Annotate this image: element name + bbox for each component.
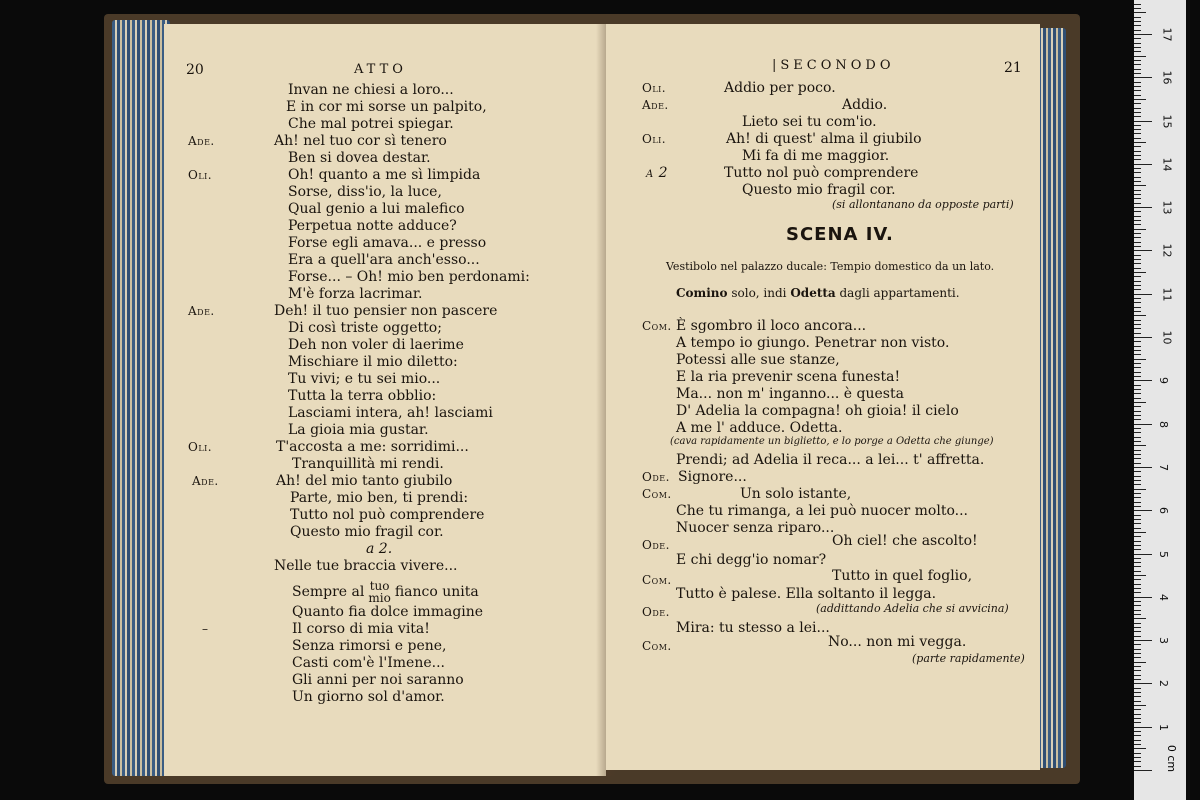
ruler-tick — [1134, 324, 1141, 325]
ruler-tick — [1134, 233, 1141, 234]
ruler-number: 4 — [1157, 593, 1170, 601]
ruler-number: 13 — [1160, 200, 1174, 215]
speaker-label: Oli. — [188, 440, 213, 454]
ruler-tick — [1134, 138, 1141, 139]
ruler-tick — [1134, 8, 1141, 9]
page-number-left: 20 — [186, 62, 204, 78]
ruler-tick — [1134, 688, 1141, 689]
verse-line: Deh! il tuo pensier non pascere — [274, 303, 498, 319]
ruler-tick — [1134, 47, 1141, 48]
ruler-tick — [1134, 705, 1146, 706]
verse-line: M'è forza lacrimar. — [288, 286, 423, 302]
ruler-tick — [1134, 731, 1141, 732]
ruler-tick — [1134, 709, 1141, 710]
ruler-tick — [1134, 263, 1141, 264]
verse-line: Oh! quanto a me sì limpida — [288, 167, 481, 183]
ruler-number: 1 — [1157, 723, 1170, 731]
ruler-tick — [1134, 536, 1141, 537]
ruler-tick — [1134, 445, 1146, 446]
ruler-tick — [1134, 584, 1141, 585]
speaker-label: Ode. — [642, 605, 670, 619]
verse-line: Che tu rimanga, a lei può nuocer molto... — [676, 503, 968, 519]
ruler-tick — [1134, 592, 1141, 593]
ruler-tick — [1134, 748, 1146, 749]
ruler-tick — [1134, 601, 1141, 602]
ruler-tick — [1134, 463, 1141, 464]
ruler-tick — [1134, 679, 1141, 680]
ruler-tick — [1134, 683, 1152, 684]
verse-line: Invan ne chiesi a loro... — [288, 82, 454, 98]
ruler-tick — [1134, 43, 1141, 44]
ruler-number: 7 — [1157, 463, 1170, 471]
ruler-tick — [1134, 103, 1141, 104]
ruler-tick — [1134, 276, 1141, 277]
verse-line: E in cor mi sorse un palpito, — [286, 99, 487, 115]
stacked-top: tuo — [369, 579, 390, 593]
verse-line: Forse egli amava... e presso — [288, 235, 487, 251]
verse-line: Ah! nel tuo cor sì tenero — [274, 133, 447, 149]
ruler-tick — [1134, 480, 1141, 481]
ruler-tick — [1134, 398, 1141, 399]
ruler-tick — [1134, 545, 1141, 546]
stage-direction: (cava rapidamente un biglietto, e lo porge a Odetta che giunge) — [670, 436, 994, 447]
ruler-tick — [1134, 406, 1141, 407]
ruler-tick — [1134, 757, 1141, 758]
ruler-tick — [1134, 649, 1141, 650]
ruler-tick — [1134, 4, 1141, 5]
ruler-tick — [1134, 372, 1141, 373]
ruler-tick — [1134, 151, 1141, 152]
verse-line: Nelle tue braccia vivere... — [274, 558, 458, 574]
verse-line: Gli anni per noi saranno — [292, 672, 464, 688]
verse-line: Potessi alle sue stanze, — [676, 352, 840, 368]
ruler-tick — [1134, 90, 1141, 91]
verse-line: T'accosta a me: sorridimi... — [276, 439, 469, 455]
ruler-tick — [1134, 636, 1141, 637]
ruler-tick — [1134, 653, 1141, 654]
ruler-tick — [1134, 56, 1146, 57]
ruler-tick — [1134, 497, 1141, 498]
verse-line: Casti com'è l'Imene... — [292, 655, 445, 671]
speaker-label: Com. — [642, 319, 672, 333]
ruler-tick — [1134, 133, 1141, 134]
ruler-tick — [1134, 519, 1141, 520]
ruler-tick — [1134, 610, 1141, 611]
left-page — [164, 24, 606, 776]
ruler-tick — [1134, 761, 1141, 762]
ruler-tick — [1134, 454, 1141, 455]
verse-line: È sgombro il loco ancora... — [676, 318, 867, 334]
ruler-tick — [1134, 207, 1152, 208]
ruler-tick — [1134, 320, 1141, 321]
verse-line: A me l' adduce. Odetta. — [676, 420, 843, 436]
speaker-label: Ade. — [188, 134, 215, 148]
ruler-tick — [1134, 631, 1141, 632]
verse-line: Qual genio a lui malefico — [288, 201, 465, 217]
ruler-tick — [1134, 30, 1141, 31]
ruler-tick — [1134, 25, 1141, 26]
ruler-tick — [1134, 753, 1141, 754]
verse-line: Prendi; ad Adelia il reca... a lei... t' affretta. — [676, 452, 985, 468]
ruler-tick — [1134, 350, 1141, 351]
ruler-tick — [1134, 744, 1141, 745]
ruler-tick — [1134, 69, 1141, 70]
verse-line: Mira: tu stesso a lei... — [676, 620, 830, 636]
verse-line: Era a quell'ara anch'esso... — [288, 252, 480, 268]
verse-line-stacked — [292, 580, 479, 604]
ruler-tick — [1134, 194, 1141, 195]
verse-line: Un giorno sol d'amor. — [292, 689, 445, 705]
ruler-tick — [1134, 246, 1141, 247]
ruler-tick — [1134, 359, 1146, 360]
ruler-tick — [1134, 644, 1141, 645]
ruler-tick — [1134, 363, 1141, 364]
ruler-tick — [1134, 298, 1141, 299]
ruler-tick — [1134, 259, 1141, 260]
ruler-tick — [1134, 510, 1152, 511]
ruler-tick — [1134, 735, 1141, 736]
ruler-tick — [1134, 618, 1146, 619]
ruler-tick — [1134, 402, 1146, 403]
ruler-tick — [1134, 177, 1141, 178]
speaker-label: Ade. — [188, 304, 215, 318]
ruler-tick — [1134, 614, 1141, 615]
ruler-tick — [1134, 766, 1141, 767]
ruler-tick — [1134, 250, 1152, 251]
running-header-left: ATTO — [354, 62, 407, 77]
ruler-tick — [1134, 489, 1146, 490]
ruler-number: 3 — [1157, 637, 1170, 645]
ruler-number: 9 — [1157, 377, 1170, 385]
ruler-tick — [1134, 198, 1141, 199]
stage-direction: (si allontanano da opposte parti) — [832, 198, 1014, 211]
ruler-tick — [1134, 437, 1141, 438]
scene-title: SCENA IV. — [786, 224, 894, 245]
ruler-tick — [1134, 95, 1141, 96]
speaker-label: Oli. — [642, 81, 667, 95]
ruler-tick — [1134, 142, 1146, 143]
ruler-tick — [1134, 285, 1141, 286]
verse-line: Tutto in quel foglio, — [832, 568, 973, 584]
ruler-tick — [1134, 220, 1141, 221]
ruler-tick — [1134, 484, 1141, 485]
ruler-tick — [1134, 428, 1141, 429]
ruler-tick — [1134, 579, 1141, 580]
ruler-tick — [1134, 571, 1141, 572]
ruler-tick — [1134, 354, 1141, 355]
verse-line: Mi fa di me maggior. — [742, 148, 890, 164]
ruler-tick — [1134, 623, 1141, 624]
ruler-tick — [1134, 441, 1141, 442]
verse-line: Perpetua notte adduce? — [288, 218, 457, 234]
scene-characters — [676, 286, 960, 300]
ruler-tick — [1134, 172, 1141, 173]
ruler-tick — [1134, 185, 1146, 186]
ruler-tick — [1134, 389, 1141, 390]
ruler-tick — [1134, 34, 1152, 35]
ruler-unit-label: 0 cm — [1165, 744, 1179, 773]
ruler-tick — [1134, 528, 1141, 529]
ruler-tick — [1134, 670, 1141, 671]
ruler-tick — [1134, 718, 1141, 719]
ruler-tick — [1134, 458, 1141, 459]
ruler-number: 17 — [1160, 27, 1174, 42]
marbled-edge-right — [1038, 28, 1066, 768]
ruler-tick — [1134, 73, 1141, 74]
verse-line: Tutto nol può comprendere — [724, 165, 919, 181]
ruler-tick — [1134, 575, 1146, 576]
ruler-tick — [1134, 554, 1152, 555]
verse-line: Un solo istante, — [740, 486, 852, 502]
ruler-tick — [1134, 701, 1141, 702]
ruler-tick — [1134, 190, 1141, 191]
ruler-tick — [1134, 328, 1141, 329]
ruler-tick — [1134, 562, 1141, 563]
ruler-tick — [1134, 129, 1141, 130]
ruler-number: 15 — [1160, 114, 1174, 128]
page-number-right: 21 — [1004, 60, 1022, 76]
ruler-tick — [1134, 722, 1141, 723]
ruler-tick — [1134, 662, 1146, 663]
ruler-tick — [1134, 229, 1146, 230]
ruler-tick — [1134, 21, 1141, 22]
ruler-tick — [1134, 367, 1141, 368]
ruler-tick — [1134, 281, 1141, 282]
speaker-label: Ade. — [192, 474, 219, 488]
ruler-number: 6 — [1157, 507, 1170, 515]
ruler-tick — [1134, 506, 1141, 507]
speaker-label: Com. — [642, 639, 672, 653]
characters-text: dagli appartamenti. — [835, 286, 960, 300]
verse-line: Il corso di mia vita! — [292, 621, 430, 637]
ruler-tick — [1134, 112, 1141, 113]
ruler-tick — [1134, 696, 1141, 697]
verse-line: Mischiare il mio diletto: — [288, 354, 458, 370]
ruler-tick — [1134, 333, 1141, 334]
ruler-tick — [1134, 380, 1152, 381]
ruler-tick — [1134, 727, 1152, 728]
stage-direction: (addittando Adelia che si avvicina) — [816, 602, 1009, 615]
character-name: Comino — [676, 286, 728, 300]
ruler-tick — [1134, 415, 1141, 416]
ruler-tick — [1134, 588, 1141, 589]
ruler-tick — [1134, 597, 1152, 598]
ruler-tick — [1134, 216, 1141, 217]
verse-line: Senza rimorsi e pene, — [292, 638, 447, 654]
ruler-tick — [1134, 566, 1141, 567]
ruler-tick — [1134, 211, 1141, 212]
stacked-words — [368, 580, 390, 604]
ruler-tick — [1134, 541, 1141, 542]
ruler-tick — [1134, 181, 1141, 182]
ruler-number: 2 — [1157, 680, 1170, 688]
speaker-label: Ode. — [642, 538, 670, 552]
ruler-tick — [1134, 411, 1141, 412]
ruler-tick — [1134, 307, 1141, 308]
a-due-marker: a 2. — [366, 541, 393, 557]
stacked-after: fianco unita — [394, 584, 479, 600]
ruler-number: 8 — [1157, 420, 1170, 428]
ruler-tick — [1134, 168, 1141, 169]
characters-text: solo, indi — [727, 286, 791, 300]
ruler-tick — [1134, 224, 1141, 225]
ruler-tick — [1134, 302, 1141, 303]
ruler-number: 14 — [1160, 157, 1174, 172]
right-page — [606, 24, 1040, 770]
running-header-right: |SECONODO — [772, 58, 895, 73]
verse-line: Ma... non m' inganno... è questa — [676, 386, 904, 402]
speaker-label: Ade. — [642, 98, 669, 112]
ruler-tick — [1134, 467, 1152, 468]
ruler-tick — [1134, 64, 1141, 65]
ruler-tick — [1134, 203, 1141, 204]
ruler-tick — [1134, 125, 1141, 126]
stage-direction: (parte rapidamente) — [912, 652, 1025, 665]
ruler-tick — [1134, 692, 1141, 693]
character-name: Odetta — [790, 286, 836, 300]
verse-line: Quanto fia dolce immagine — [292, 604, 484, 620]
ruler-tick — [1134, 60, 1141, 61]
verse-line: Sorse, diss'io, la luce, — [288, 184, 442, 200]
ruler-tick — [1134, 666, 1141, 667]
ruler-number: 11 — [1160, 287, 1174, 302]
ruler-tick — [1134, 82, 1141, 83]
verse-line: Signore... — [678, 469, 747, 485]
ruler-tick — [1134, 146, 1141, 147]
verse-line: Addio. — [842, 97, 888, 113]
ruler-tick — [1134, 12, 1146, 13]
ruler-tick — [1134, 77, 1152, 78]
verse-line: Forse... – Oh! mio ben perdonami: — [288, 269, 530, 285]
ruler-tick — [1134, 108, 1141, 109]
ruler-tick — [1134, 376, 1141, 377]
ruler-tick — [1134, 255, 1141, 256]
verse-line: E chi degg'io nomar? — [676, 552, 827, 568]
speaker-label: Com. — [642, 573, 672, 587]
verse-line: La gioia mia gustar. — [288, 422, 429, 438]
ruler-number: 12 — [1160, 243, 1174, 258]
verse-line: Di così triste oggetto; — [288, 320, 442, 336]
ruler-tick — [1134, 493, 1141, 494]
verse-line: No... non mi vegga. — [828, 634, 967, 650]
ruler-tick — [1134, 346, 1141, 347]
ruler-number: 5 — [1157, 550, 1170, 558]
verse-line: Tutta la terra obblio: — [288, 388, 437, 404]
ruler-tick — [1134, 532, 1146, 533]
speaker-label: Oli. — [188, 168, 213, 182]
verse-line: Oh ciel! che ascolto! — [832, 533, 978, 549]
speaker-label: Oli. — [642, 132, 667, 146]
ruler-tick — [1134, 315, 1146, 316]
ruler-tick — [1134, 605, 1141, 606]
margin-dash: – — [202, 622, 209, 636]
ruler-tick — [1134, 740, 1141, 741]
verse-line: Tranquillità mi rendi. — [292, 456, 444, 472]
ruler-tick — [1134, 242, 1141, 243]
ruler-tick — [1134, 549, 1141, 550]
ruler-tick — [1134, 155, 1141, 156]
ruler-tick — [1134, 432, 1141, 433]
ruler-tick — [1134, 116, 1141, 117]
stacked-before: Sempre al — [292, 584, 365, 600]
stacked-bottom: mio — [368, 591, 391, 605]
verse-line: A tempo io giungo. Penetrar non visto. — [676, 335, 950, 351]
speaker-label: a 2 — [646, 165, 669, 181]
verse-line: Tutto è palese. Ella soltanto il legga. — [676, 586, 937, 602]
ruler-number: 16 — [1160, 70, 1174, 85]
ruler-tick — [1134, 558, 1141, 559]
ruler-tick — [1134, 341, 1141, 342]
ruler-tick — [1134, 393, 1141, 394]
verse-line: Ben si dovea destar. — [288, 150, 431, 166]
ruler-tick — [1134, 17, 1141, 18]
ruler-tick — [1134, 164, 1152, 165]
ruler-tick — [1134, 51, 1141, 52]
ruler-tick — [1134, 640, 1152, 641]
verse-line: D' Adelia la compagna! oh gioia! il cielo — [676, 403, 959, 419]
ruler-tick — [1134, 424, 1152, 425]
marbled-edge-left — [112, 20, 170, 776]
verse-line: Lasciami intera, ah! lasciami — [288, 405, 493, 421]
ruler-tick — [1134, 450, 1141, 451]
verse-line: Che mal potrei spiegar. — [288, 116, 454, 132]
ruler-tick — [1134, 627, 1141, 628]
ruler-tick — [1134, 121, 1152, 122]
ruler-tick — [1134, 657, 1141, 658]
ruler-tick — [1134, 714, 1141, 715]
ruler-tick — [1134, 272, 1146, 273]
ruler-tick — [1134, 38, 1141, 39]
ruler-tick — [1134, 770, 1152, 771]
measuring-ruler — [1134, 0, 1186, 800]
verse-line: Lieto sei tu com'io. — [742, 114, 877, 130]
ruler-tick — [1134, 515, 1141, 516]
ruler-tick — [1134, 99, 1146, 100]
ruler-tick — [1134, 294, 1152, 295]
ruler-tick — [1134, 675, 1141, 676]
ruler-tick — [1134, 385, 1141, 386]
verse-line: Addio per poco. — [724, 80, 836, 96]
ruler-tick — [1134, 419, 1141, 420]
scene-setting: Vestibolo nel palazzo ducale: Tempio domestico da un lato. — [666, 260, 995, 273]
verse-line: Questo mio fragil cor. — [742, 182, 896, 198]
verse-line: Ah! di quest' alma il giubilo — [726, 131, 922, 147]
verse-line: Deh non voler di laerime — [288, 337, 464, 353]
ruler-tick — [1134, 523, 1141, 524]
speaker-label: Ode. — [642, 470, 670, 484]
ruler-tick — [1134, 159, 1141, 160]
verse-line: Tu vivi; e tu sei mio... — [288, 371, 441, 387]
ruler-tick — [1134, 237, 1141, 238]
verse-line: E la ria prevenir scena funesta! — [676, 369, 901, 385]
ruler-number: 10 — [1160, 330, 1174, 345]
ruler-tick — [1134, 502, 1141, 503]
verse-line: Tutto nol può comprendere — [290, 507, 485, 523]
ruler-tick — [1134, 337, 1152, 338]
speaker-label: Com. — [642, 487, 672, 501]
verse-line: Parte, mio ben, ti prendi: — [290, 490, 469, 506]
verse-line: Nuocer senza riparo... — [676, 520, 835, 536]
ruler-tick — [1134, 268, 1141, 269]
ruler-tick — [1134, 311, 1141, 312]
ruler-tick — [1134, 289, 1141, 290]
ruler-tick — [1134, 476, 1141, 477]
ruler-tick — [1134, 86, 1141, 87]
verse-line: Questo mio fragil cor. — [290, 524, 444, 540]
ruler-tick — [1134, 471, 1141, 472]
verse-line: Ah! del mio tanto giubilo — [276, 473, 453, 489]
